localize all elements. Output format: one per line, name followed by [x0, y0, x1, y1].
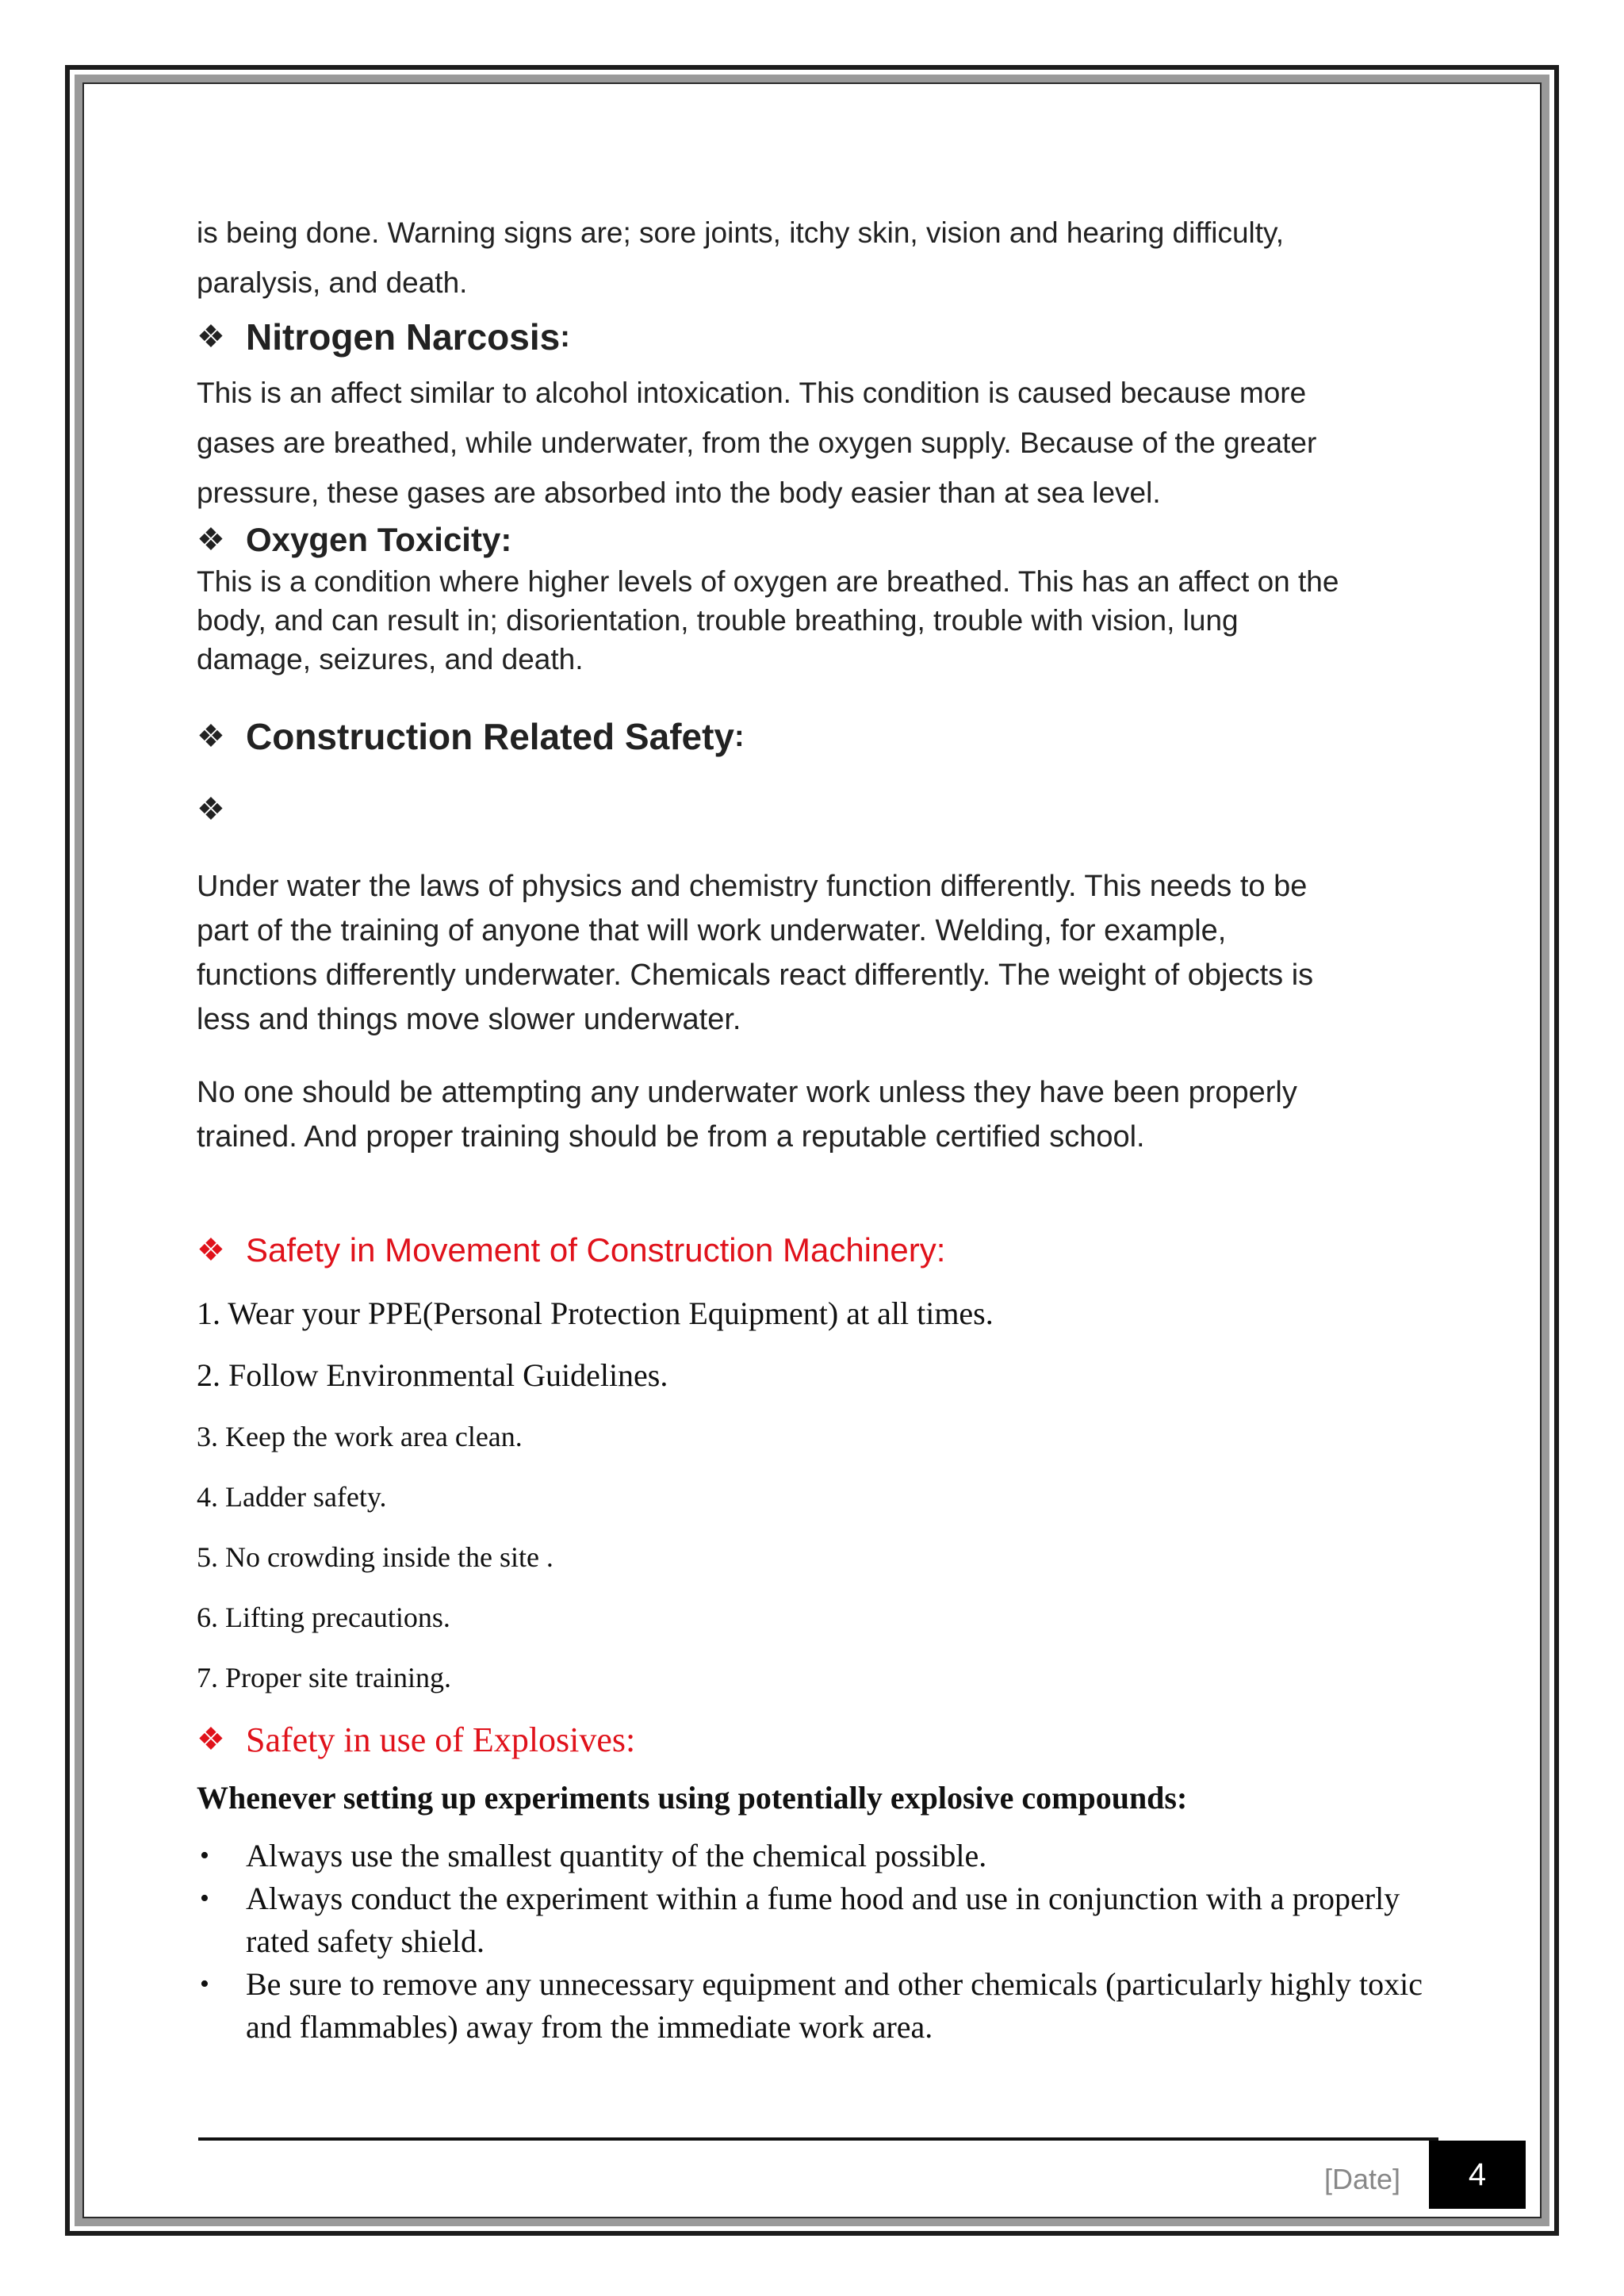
list-item [197, 1963, 1434, 2049]
nitrogen-title: Nitrogen Narcosis [246, 316, 561, 358]
nitrogen-line: This is an affect similar to alcohol intoxication. This condition is caused because more [197, 377, 1307, 409]
list-item: 5. No crowding inside the site . [197, 1541, 553, 1573]
construction-heading [197, 712, 1434, 761]
heading-colon: : [560, 320, 570, 354]
construction-paragraph-2 [197, 1070, 1434, 1159]
diamond-bullet-icon: ❖ [197, 792, 225, 827]
list-item-text: Always conduct the experiment within a fume hood and use in conjunction with a properly rated safety shield. [246, 1881, 1400, 1959]
intro-line: paralysis, and death. [197, 266, 468, 299]
list-item: 2. Follow Environmental Guidelines. [197, 1357, 668, 1393]
empty-bullet-line [197, 785, 1434, 834]
page-number: 4 [1429, 2141, 1526, 2209]
construction-line: No one should be attempting any underwater work unless they have been properly [197, 1076, 1297, 1109]
list-item: 3. Keep the work area clean. [197, 1421, 523, 1452]
machinery-heading [197, 1226, 1434, 1275]
bullet-dot-icon: • [200, 1884, 209, 1913]
list-item: 1. Wear your PPE(Personal Protection Equipment) at all times. [197, 1295, 994, 1331]
heading-colon: : [734, 719, 745, 753]
list-item: 7. Proper site training. [197, 1662, 451, 1693]
footer-date: [Date] [1324, 2163, 1401, 2195]
bullet-dot-icon: • [200, 1841, 209, 1870]
construction-line: less and things move slower underwater. [197, 1003, 741, 1036]
oxygen-line: This is a condition where higher levels of oxygen are breathed. This has an affect on the [197, 565, 1339, 598]
diamond-bullet-icon: ❖ [197, 719, 225, 754]
oxygen-title: Oxygen Toxicity: [246, 521, 512, 558]
explosives-title: Safety in use of Explosives: [246, 1720, 636, 1759]
list-item-text: Be sure to remove any unnecessary equipment and other chemicals (particularly highly toxic and flammables) away from the immediate work area. [246, 1966, 1423, 2045]
construction-line: part of the training of anyone that will work underwater. Welding, for example, [197, 914, 1227, 947]
diamond-bullet-icon: ❖ [197, 320, 225, 354]
construction-line: trained. And proper training should be from a reputable certified school. [197, 1120, 1145, 1154]
footer-rule [198, 2137, 1438, 2141]
list-item [197, 1877, 1434, 1963]
list-item: 4. Ladder safety. [197, 1481, 387, 1513]
intro-paragraph [197, 208, 1434, 308]
nitrogen-heading [197, 312, 1434, 362]
diamond-bullet-icon: ❖ [197, 1233, 225, 1268]
list-item-text: Always use the smallest quantity of the chemical possible. [246, 1838, 987, 1873]
explosives-heading [197, 1714, 1434, 1765]
intro-line: is being done. Warning signs are; sore joints, itchy skin, vision and hearing difficulty, [197, 216, 1285, 249]
explosives-subheading: Whenever setting up experiments using potentially explosive compounds: [197, 1780, 1188, 1816]
diamond-bullet-icon: ❖ [197, 1722, 225, 1757]
construction-line: functions differently underwater. Chemicals react differently. The weight of objects is [197, 959, 1314, 992]
nitrogen-line: gases are breathed, while underwater, from the oxygen supply. Because of the greater [197, 427, 1317, 459]
construction-title: Construction Related Safety [246, 716, 734, 757]
oxygen-heading [197, 518, 1434, 562]
nitrogen-paragraph [197, 368, 1434, 518]
list-item [197, 1835, 1434, 1877]
bullet-dot-icon: • [200, 1969, 209, 1999]
construction-paragraph-1 [197, 864, 1434, 1042]
machinery-title: Safety in Movement of Construction Machinery: [246, 1231, 946, 1269]
page-content [197, 208, 1434, 2049]
construction-line: Under water the laws of physics and chemistry function differently. This needs to be [197, 870, 1308, 903]
diamond-bullet-icon: ❖ [197, 522, 225, 557]
machinery-list [197, 1283, 1434, 1708]
oxygen-line: damage, seizures, and death. [197, 643, 584, 675]
oxygen-line: body, and can result in; disorientation, trouble breathing, trouble with vision, lung [197, 604, 1239, 637]
explosives-bullet-list [197, 1835, 1434, 2049]
oxygen-paragraph [197, 562, 1434, 679]
nitrogen-line: pressure, these gases are absorbed into the body easier than at sea level. [197, 476, 1161, 509]
list-item: 6. Lifting precautions. [197, 1601, 450, 1633]
